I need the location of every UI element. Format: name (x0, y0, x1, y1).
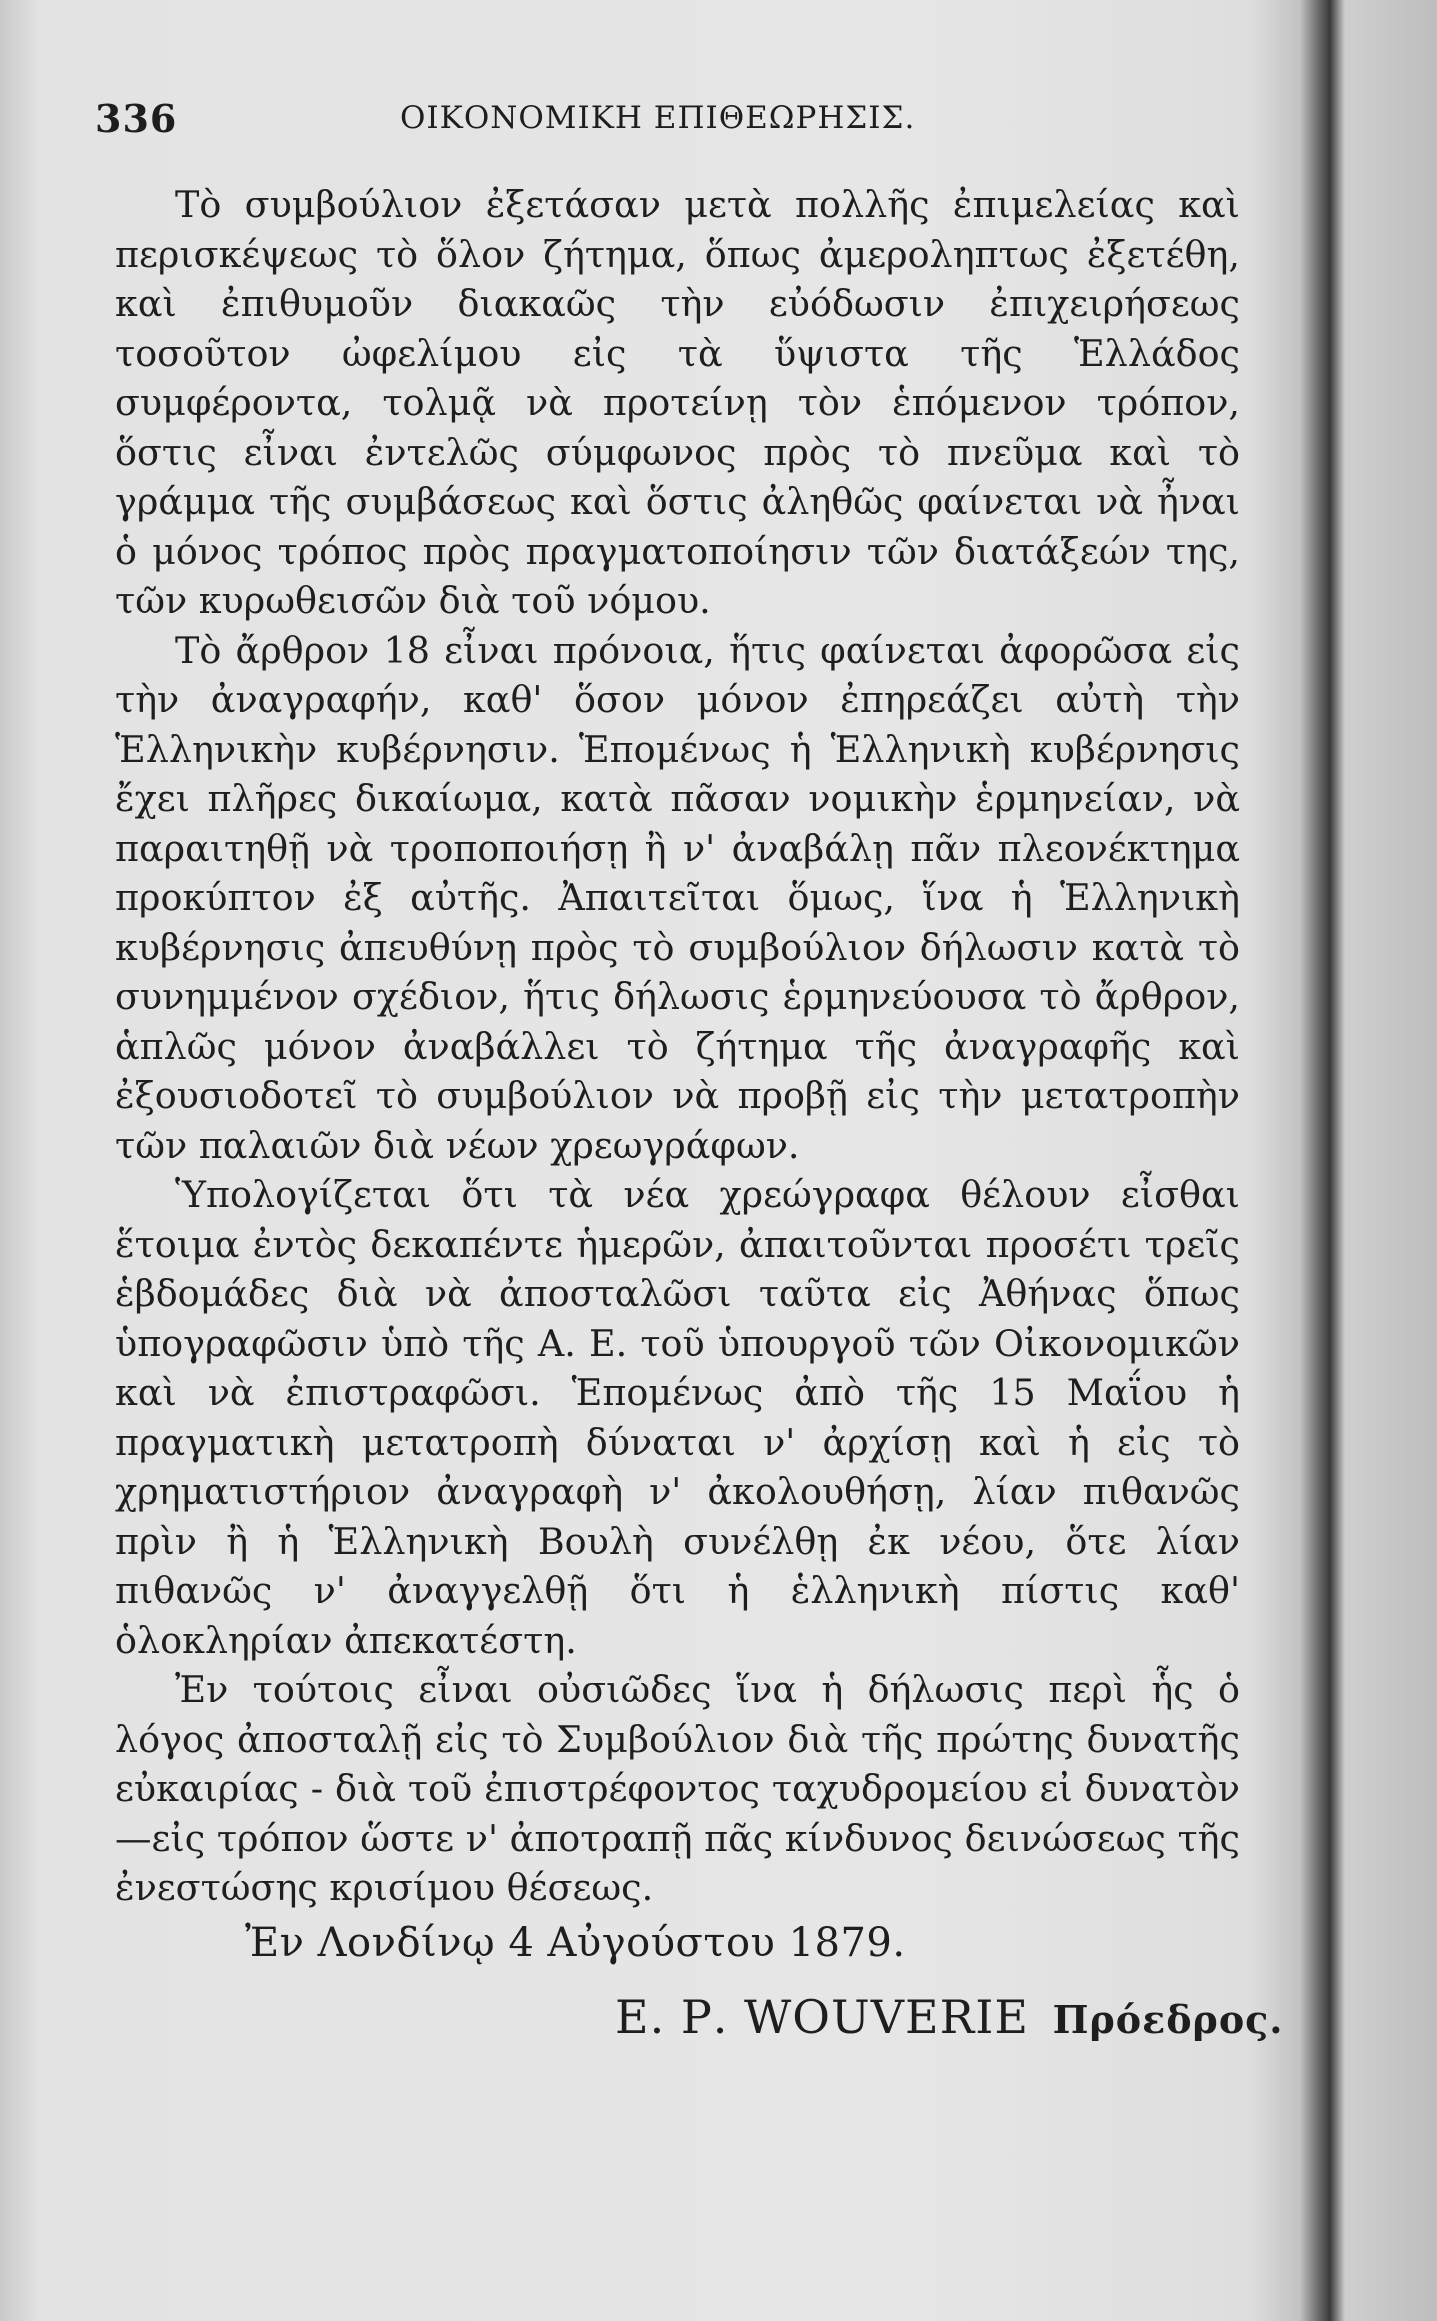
body-text (115, 180, 1240, 1913)
paragraph: Τὸ συμβούλιον ἐξετάσαν μετὰ πολλῆς ἐπιμελείας καὶ περισκέψεως τὸ ὅλον ζήτημα, ὅπως ἀμεροληπτως ἐξετέθη, καὶ ἐπιθυμοῦν διακαῶς τὴν εὐόδωσιν ἐπιχειρήσεως τοσοῦτον ὠφελίμου εἰς τὰ ὕψιστα τῆς Ἑλλάδος συμφέροντα, τολμᾷ νὰ προτείνῃ τὸν ἑπόμενον τρόπον, ὅστις εἶναι ἐντελῶς σύμφωνος πρὸς τὸ πνεῦμα καὶ τὸ γράμμα τῆς συμβάσεως καὶ ὅστις ἀληθῶς φαίνεται νὰ ἦναι ὁ μόνος τρόπος πρὸς πραγματοποίησιν τῶν διατάξεών της, τῶν κυρωθεισῶν διὰ τοῦ νόμου. (115, 183, 1240, 622)
running-head (95, 96, 1245, 146)
signatory-name: Ε. Ρ. WOUVERIE (615, 1990, 1029, 2044)
paragraph: Ἐν τούτοις εἶναι οὐσιῶδες ἵνα ἡ δήλωσις περὶ ἧς ὁ λόγος ἀποσταλῇ εἰς τὸ Συμβούλιον διὰ τῆς πρώτης δυνατῆς εὐκαιρίας - διὰ τοῦ ἐπιστρέφοντος ταχυδρομείου εἰ δυνατὸν—εἰς τρόπον ὥστε ν' ἀποτραπῇ πᾶς κίνδυνος δεινώσεως τῆς ἐνεστώσης κρισίμου θέσεως. (115, 1668, 1240, 1909)
signature (615, 1990, 1284, 2044)
dateline: Ἐν Λονδίνῳ 4 Αὐγούστου 1879. (245, 1920, 906, 1966)
paragraph: Τὸ ἄρθρον 18 εἶναι πρόνοια, ἥτις φαίνεται ἀφορῶσα εἰς τὴν ἀναγραφήν, καθ' ὅσον μόνον ἐπηρεάζει αὐτὴ τὴν Ἑλληνικὴν κυβέρνησιν. Ἑπομένως ἡ Ἑλληνικὴ κυβέρνησις ἔχει πλῆρες δικαίωμα, κατὰ πᾶσαν νομικὴν ἑρμηνείαν, νὰ παραιτηθῇ νὰ τροποποιήσῃ ἢ ν' ἀναβάλῃ πᾶν πλεονέκτημα προκύπτον ἐξ αὐτῆς. Ἀπαιτεῖται ὅμως, ἵνα ἡ Ἑλληνικὴ κυβέρνησις ἀπευθύνῃ πρὸς τὸ συμβούλιον δήλωσιν κατὰ τὸ συνημμένον σχέδιον, ἥτις δήλωσις ἑρμηνεύουσα τὸ ἄρθρον, ἁπλῶς μόνον ἀναβάλλει τὸ ζήτημα τῆς ἀναγραφῆς καὶ ἐξουσιοδοτεῖ τὸ συμβούλιον νὰ προβῇ εἰς τὴν μετατροπὴν τῶν παλαιῶν διὰ νέων χρεωγράφων. (115, 628, 1240, 1167)
paragraph: Ὑπολογίζεται ὅτι τὰ νέα χρεώγραφα θέλουν εἶσθαι ἕτοιμα ἐντὸς δεκαπέντε ἡμερῶν, ἀπαιτοῦνται προσέτι τρεῖς ἑβδομάδες διὰ νὰ ἀποσταλῶσι ταῦτα εἰς Ἀθήνας ὅπως ὑπογραφῶσιν ὑπὸ τῆς Α. Ε. τοῦ ὑπουργοῦ τῶν Οἰκονομικῶν καὶ νὰ ἐπιστραφῶσι. Ἑπομένως ἀπὸ τῆς 15 Μαΐου ἡ πραγματικὴ μετατροπὴ δύναται ν' ἀρχίσῃ καὶ ἡ εἰς τὸ χρηματιστήριον ἀναγραφὴ ν' ἀκολουθήσῃ, λίαν πιθανῶς πρὶν ἢ ἡ Ἑλληνικὴ Βουλὴ συνέλθῃ ἐκ νέου, ὅτε λίαν πιθανῶς ν' ἀναγγελθῇ ὅτι ἡ ἑλληνικὴ πίστις καθ' ὁλοκληρίαν ἀπεκατέστη. (115, 1173, 1240, 1662)
page-number: 336 (95, 96, 178, 141)
journal-title: ΟΙΚΟΝΟΜΙΚΗ ΕΠΙΘΕΩΡΗΣΙΣ. (400, 100, 916, 136)
signatory-role: Πρόεδρος. (1052, 1997, 1284, 2042)
